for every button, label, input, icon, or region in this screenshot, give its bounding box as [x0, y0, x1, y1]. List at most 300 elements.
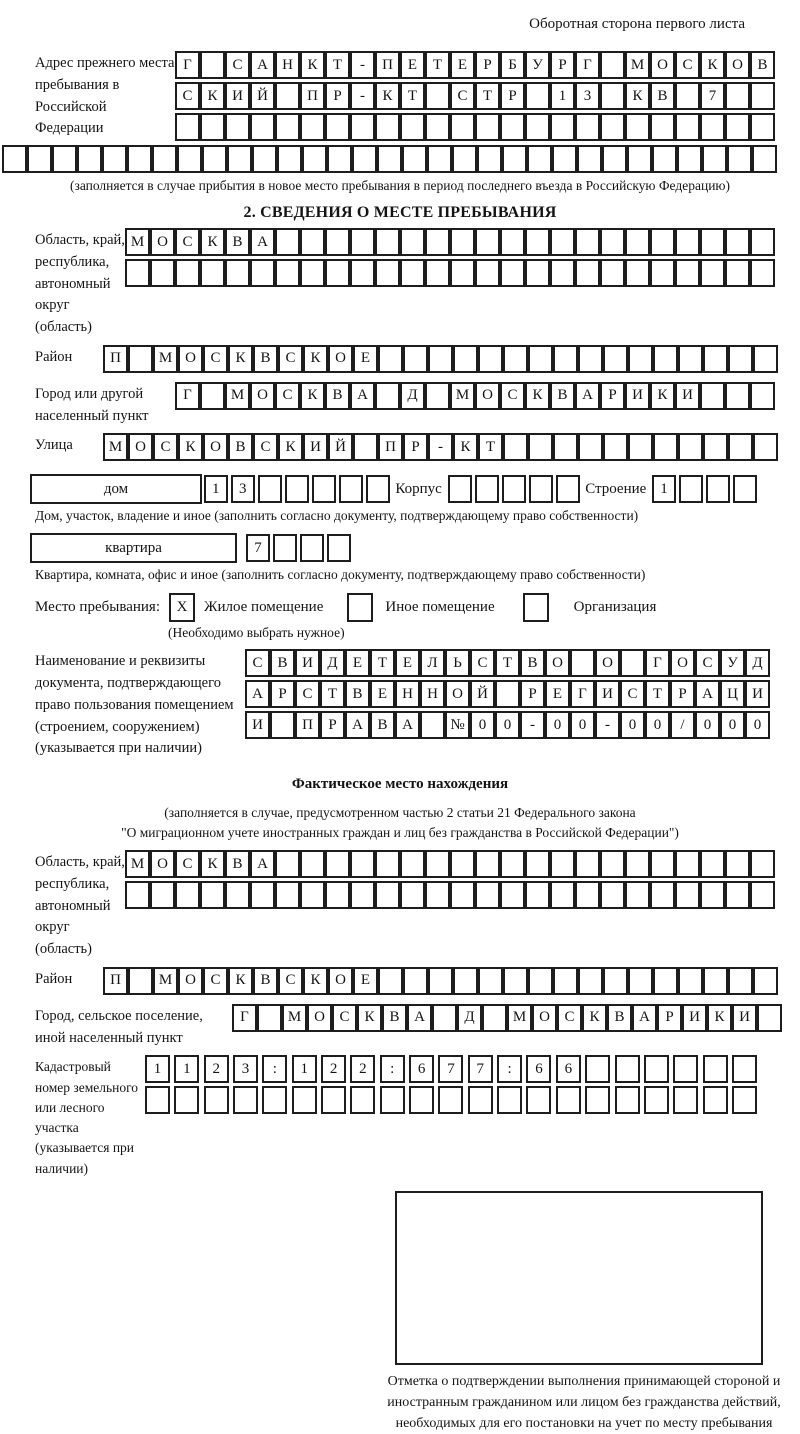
- char-cell[interactable]: [409, 1086, 434, 1114]
- char-cell[interactable]: [325, 228, 350, 256]
- char-cell[interactable]: [321, 1086, 346, 1114]
- char-cell[interactable]: [52, 145, 77, 173]
- char-cell[interactable]: [644, 1055, 669, 1083]
- char-cell[interactable]: С: [620, 680, 645, 708]
- char-cell[interactable]: Г: [575, 51, 600, 79]
- char-cell[interactable]: В: [325, 382, 350, 410]
- char-cell[interactable]: О: [178, 967, 203, 995]
- char-cell[interactable]: [700, 881, 725, 909]
- char-cell[interactable]: [204, 1086, 229, 1114]
- char-cell[interactable]: [250, 259, 275, 287]
- char-cell[interactable]: [678, 433, 703, 461]
- char-cell[interactable]: [553, 345, 578, 373]
- char-cell[interactable]: Ц: [720, 680, 745, 708]
- char-cell[interactable]: К: [453, 433, 478, 461]
- char-cell[interactable]: [725, 382, 750, 410]
- char-cell[interactable]: [750, 259, 775, 287]
- char-cell[interactable]: [375, 382, 400, 410]
- char-cell[interactable]: №: [445, 711, 470, 739]
- char-cell[interactable]: [400, 881, 425, 909]
- char-cell[interactable]: [753, 345, 778, 373]
- char-cell[interactable]: Й: [250, 82, 275, 110]
- char-cell[interactable]: [550, 850, 575, 878]
- char-cell[interactable]: [403, 345, 428, 373]
- char-cell[interactable]: [275, 881, 300, 909]
- char-cell[interactable]: О: [150, 228, 175, 256]
- char-cell[interactable]: [233, 1086, 258, 1114]
- char-cell[interactable]: 2: [321, 1055, 346, 1083]
- char-cell[interactable]: С: [500, 382, 525, 410]
- char-cell[interactable]: Е: [353, 345, 378, 373]
- char-cell[interactable]: О: [178, 345, 203, 373]
- char-cell[interactable]: П: [295, 711, 320, 739]
- char-cell[interactable]: [427, 145, 452, 173]
- char-cell[interactable]: К: [303, 967, 328, 995]
- char-cell[interactable]: [450, 113, 475, 141]
- char-cell[interactable]: А: [345, 711, 370, 739]
- char-cell[interactable]: [145, 1086, 170, 1114]
- char-cell[interactable]: [353, 433, 378, 461]
- apartment-box-label[interactable]: квартира: [30, 533, 237, 563]
- char-cell[interactable]: 7: [246, 534, 270, 562]
- char-cell[interactable]: К: [582, 1004, 607, 1032]
- char-cell[interactable]: О: [328, 967, 353, 995]
- char-cell[interactable]: Т: [400, 82, 425, 110]
- char-cell[interactable]: С: [557, 1004, 582, 1032]
- char-cell[interactable]: С: [278, 345, 303, 373]
- char-cell[interactable]: Г: [232, 1004, 257, 1032]
- char-cell[interactable]: А: [250, 228, 275, 256]
- char-cell[interactable]: Е: [345, 649, 370, 677]
- char-cell[interactable]: [200, 259, 225, 287]
- char-cell[interactable]: В: [550, 382, 575, 410]
- char-cell[interactable]: Т: [325, 51, 350, 79]
- char-cell[interactable]: В: [225, 850, 250, 878]
- char-cell[interactable]: 0: [720, 711, 745, 739]
- char-cell[interactable]: [653, 345, 678, 373]
- char-cell[interactable]: В: [650, 82, 675, 110]
- char-cell[interactable]: [673, 1055, 698, 1083]
- char-cell[interactable]: [578, 967, 603, 995]
- char-cell[interactable]: [653, 967, 678, 995]
- char-cell[interactable]: [628, 345, 653, 373]
- char-cell[interactable]: [2, 145, 27, 173]
- char-cell[interactable]: [477, 145, 502, 173]
- char-cell[interactable]: [275, 259, 300, 287]
- char-cell[interactable]: [750, 82, 775, 110]
- char-cell[interactable]: [600, 51, 625, 79]
- char-cell[interactable]: [400, 850, 425, 878]
- char-cell[interactable]: [125, 881, 150, 909]
- char-cell[interactable]: [327, 534, 351, 562]
- char-cell[interactable]: [300, 259, 325, 287]
- checkbox-zhiloe[interactable]: X: [169, 593, 195, 622]
- char-cell[interactable]: 6: [556, 1055, 581, 1083]
- char-cell[interactable]: 0: [645, 711, 670, 739]
- char-cell[interactable]: С: [450, 82, 475, 110]
- char-cell[interactable]: У: [525, 51, 550, 79]
- char-cell[interactable]: [475, 228, 500, 256]
- char-cell[interactable]: [275, 228, 300, 256]
- char-cell[interactable]: [733, 475, 757, 503]
- char-cell[interactable]: [502, 475, 526, 503]
- char-cell[interactable]: В: [345, 680, 370, 708]
- char-cell[interactable]: Р: [520, 680, 545, 708]
- char-cell[interactable]: [750, 881, 775, 909]
- char-cell[interactable]: Е: [395, 649, 420, 677]
- char-cell[interactable]: [300, 228, 325, 256]
- char-cell[interactable]: [375, 259, 400, 287]
- char-cell[interactable]: [550, 259, 575, 287]
- char-cell[interactable]: М: [153, 345, 178, 373]
- char-cell[interactable]: [300, 534, 324, 562]
- char-cell[interactable]: :: [380, 1055, 405, 1083]
- char-cell[interactable]: М: [103, 433, 128, 461]
- char-cell[interactable]: А: [632, 1004, 657, 1032]
- char-cell[interactable]: [627, 145, 652, 173]
- char-cell[interactable]: 2: [204, 1055, 229, 1083]
- char-cell[interactable]: [402, 145, 427, 173]
- char-cell[interactable]: [528, 433, 553, 461]
- char-cell[interactable]: /: [670, 711, 695, 739]
- char-cell[interactable]: Е: [450, 51, 475, 79]
- char-cell[interactable]: [650, 881, 675, 909]
- char-cell[interactable]: [352, 145, 377, 173]
- char-cell[interactable]: [529, 475, 553, 503]
- char-cell[interactable]: А: [395, 711, 420, 739]
- char-cell[interactable]: М: [125, 228, 150, 256]
- char-cell[interactable]: 1: [550, 82, 575, 110]
- char-cell[interactable]: [673, 1086, 698, 1114]
- char-cell[interactable]: [428, 967, 453, 995]
- char-cell[interactable]: [200, 113, 225, 141]
- char-cell[interactable]: Н: [420, 680, 445, 708]
- char-cell[interactable]: [202, 145, 227, 173]
- char-cell[interactable]: [525, 113, 550, 141]
- char-cell[interactable]: Т: [645, 680, 670, 708]
- char-cell[interactable]: [453, 967, 478, 995]
- char-cell[interactable]: К: [650, 382, 675, 410]
- char-cell[interactable]: Т: [475, 82, 500, 110]
- char-cell[interactable]: [653, 433, 678, 461]
- char-cell[interactable]: Б: [500, 51, 525, 79]
- char-cell[interactable]: [525, 259, 550, 287]
- char-cell[interactable]: С: [470, 649, 495, 677]
- char-cell[interactable]: [570, 649, 595, 677]
- char-cell[interactable]: П: [300, 82, 325, 110]
- char-cell[interactable]: [450, 881, 475, 909]
- char-cell[interactable]: В: [607, 1004, 632, 1032]
- char-cell[interactable]: Т: [478, 433, 503, 461]
- char-cell[interactable]: А: [695, 680, 720, 708]
- char-cell[interactable]: [225, 881, 250, 909]
- char-cell[interactable]: [757, 1004, 782, 1032]
- char-cell[interactable]: Е: [545, 680, 570, 708]
- char-cell[interactable]: Т: [425, 51, 450, 79]
- char-cell[interactable]: [650, 259, 675, 287]
- char-cell[interactable]: 0: [745, 711, 770, 739]
- char-cell[interactable]: [273, 534, 297, 562]
- char-cell[interactable]: М: [507, 1004, 532, 1032]
- char-cell[interactable]: В: [228, 433, 253, 461]
- char-cell[interactable]: [600, 82, 625, 110]
- char-cell[interactable]: [500, 113, 525, 141]
- char-cell[interactable]: В: [253, 967, 278, 995]
- char-cell[interactable]: [553, 967, 578, 995]
- char-cell[interactable]: [625, 881, 650, 909]
- char-cell[interactable]: :: [497, 1055, 522, 1083]
- char-cell[interactable]: [600, 850, 625, 878]
- char-cell[interactable]: 0: [470, 711, 495, 739]
- char-cell[interactable]: [150, 259, 175, 287]
- char-cell[interactable]: [750, 113, 775, 141]
- char-cell[interactable]: 1: [652, 475, 676, 503]
- char-cell[interactable]: [625, 113, 650, 141]
- char-cell[interactable]: [600, 881, 625, 909]
- char-cell[interactable]: [175, 259, 200, 287]
- char-cell[interactable]: [425, 881, 450, 909]
- char-cell[interactable]: 3: [233, 1055, 258, 1083]
- char-cell[interactable]: [174, 1086, 199, 1114]
- char-cell[interactable]: 0: [545, 711, 570, 739]
- char-cell[interactable]: В: [370, 711, 395, 739]
- char-cell[interactable]: [678, 967, 703, 995]
- char-cell[interactable]: К: [178, 433, 203, 461]
- char-cell[interactable]: [175, 113, 200, 141]
- char-cell[interactable]: [703, 433, 728, 461]
- char-cell[interactable]: 1: [174, 1055, 199, 1083]
- char-cell[interactable]: [600, 228, 625, 256]
- char-cell[interactable]: К: [228, 967, 253, 995]
- char-cell[interactable]: О: [595, 649, 620, 677]
- char-cell[interactable]: С: [245, 649, 270, 677]
- char-cell[interactable]: [275, 82, 300, 110]
- char-cell[interactable]: [703, 1086, 728, 1114]
- char-cell[interactable]: [585, 1086, 610, 1114]
- char-cell[interactable]: [702, 145, 727, 173]
- char-cell[interactable]: [400, 259, 425, 287]
- char-cell[interactable]: [300, 850, 325, 878]
- char-cell[interactable]: [200, 881, 225, 909]
- char-cell[interactable]: -: [520, 711, 545, 739]
- char-cell[interactable]: [725, 259, 750, 287]
- char-cell[interactable]: К: [707, 1004, 732, 1032]
- char-cell[interactable]: [575, 850, 600, 878]
- char-cell[interactable]: [448, 475, 472, 503]
- char-cell[interactable]: [302, 145, 327, 173]
- char-cell[interactable]: 7: [438, 1055, 463, 1083]
- char-cell[interactable]: Л: [420, 649, 445, 677]
- char-cell[interactable]: [615, 1086, 640, 1114]
- char-cell[interactable]: [475, 113, 500, 141]
- char-cell[interactable]: А: [250, 51, 275, 79]
- char-cell[interactable]: [475, 850, 500, 878]
- char-cell[interactable]: [700, 113, 725, 141]
- char-cell[interactable]: И: [745, 680, 770, 708]
- char-cell[interactable]: [425, 382, 450, 410]
- char-cell[interactable]: [556, 1086, 581, 1114]
- char-cell[interactable]: [602, 145, 627, 173]
- char-cell[interactable]: [250, 881, 275, 909]
- char-cell[interactable]: 0: [695, 711, 720, 739]
- char-cell[interactable]: -: [350, 51, 375, 79]
- char-cell[interactable]: С: [175, 82, 200, 110]
- char-cell[interactable]: О: [307, 1004, 332, 1032]
- char-cell[interactable]: [725, 82, 750, 110]
- char-cell[interactable]: А: [350, 382, 375, 410]
- char-cell[interactable]: 7: [700, 82, 725, 110]
- char-cell[interactable]: [325, 113, 350, 141]
- char-cell[interactable]: [475, 475, 499, 503]
- char-cell[interactable]: [650, 228, 675, 256]
- char-cell[interactable]: 1: [292, 1055, 317, 1083]
- char-cell[interactable]: [706, 475, 730, 503]
- char-cell[interactable]: В: [270, 649, 295, 677]
- char-cell[interactable]: [453, 345, 478, 373]
- char-cell[interactable]: [128, 345, 153, 373]
- char-cell[interactable]: [578, 433, 603, 461]
- char-cell[interactable]: [325, 850, 350, 878]
- char-cell[interactable]: [478, 345, 503, 373]
- char-cell[interactable]: [700, 259, 725, 287]
- char-cell[interactable]: [677, 145, 702, 173]
- char-cell[interactable]: И: [675, 382, 700, 410]
- char-cell[interactable]: [258, 475, 282, 503]
- char-cell[interactable]: [475, 881, 500, 909]
- char-cell[interactable]: К: [300, 51, 325, 79]
- char-cell[interactable]: С: [175, 850, 200, 878]
- char-cell[interactable]: [339, 475, 363, 503]
- char-cell[interactable]: Д: [320, 649, 345, 677]
- char-cell[interactable]: [700, 382, 725, 410]
- char-cell[interactable]: [526, 1086, 551, 1114]
- char-cell[interactable]: [725, 228, 750, 256]
- char-cell[interactable]: [377, 145, 402, 173]
- char-cell[interactable]: [500, 259, 525, 287]
- char-cell[interactable]: К: [525, 382, 550, 410]
- char-cell[interactable]: А: [245, 680, 270, 708]
- char-cell[interactable]: -: [350, 82, 375, 110]
- char-cell[interactable]: А: [575, 382, 600, 410]
- char-cell[interactable]: [503, 967, 528, 995]
- char-cell[interactable]: Р: [600, 382, 625, 410]
- char-cell[interactable]: А: [407, 1004, 432, 1032]
- char-cell[interactable]: [752, 145, 777, 173]
- char-cell[interactable]: [556, 475, 580, 503]
- char-cell[interactable]: [732, 1086, 757, 1114]
- char-cell[interactable]: [350, 113, 375, 141]
- char-cell[interactable]: К: [278, 433, 303, 461]
- char-cell[interactable]: К: [200, 850, 225, 878]
- char-cell[interactable]: [550, 881, 575, 909]
- char-cell[interactable]: [366, 475, 390, 503]
- char-cell[interactable]: С: [203, 967, 228, 995]
- char-cell[interactable]: Г: [175, 382, 200, 410]
- char-cell[interactable]: [500, 881, 525, 909]
- char-cell[interactable]: [675, 113, 700, 141]
- char-cell[interactable]: [327, 145, 352, 173]
- char-cell[interactable]: Ь: [445, 649, 470, 677]
- char-cell[interactable]: [200, 51, 225, 79]
- char-cell[interactable]: [600, 259, 625, 287]
- char-cell[interactable]: [750, 228, 775, 256]
- char-cell[interactable]: [125, 259, 150, 287]
- char-cell[interactable]: П: [375, 51, 400, 79]
- char-cell[interactable]: [628, 967, 653, 995]
- char-cell[interactable]: О: [150, 850, 175, 878]
- char-cell[interactable]: [420, 711, 445, 739]
- char-cell[interactable]: [603, 433, 628, 461]
- char-cell[interactable]: [725, 881, 750, 909]
- char-cell[interactable]: [128, 967, 153, 995]
- char-cell[interactable]: И: [225, 82, 250, 110]
- char-cell[interactable]: У: [720, 649, 745, 677]
- char-cell[interactable]: [600, 113, 625, 141]
- char-cell[interactable]: [728, 433, 753, 461]
- char-cell[interactable]: [725, 850, 750, 878]
- char-cell[interactable]: [292, 1086, 317, 1114]
- char-cell[interactable]: 1: [204, 475, 228, 503]
- char-cell[interactable]: [578, 345, 603, 373]
- char-cell[interactable]: Р: [670, 680, 695, 708]
- char-cell[interactable]: [378, 967, 403, 995]
- char-cell[interactable]: М: [153, 967, 178, 995]
- char-cell[interactable]: С: [253, 433, 278, 461]
- char-cell[interactable]: Д: [457, 1004, 482, 1032]
- char-cell[interactable]: [250, 113, 275, 141]
- house-box-label[interactable]: дом: [30, 474, 202, 504]
- char-cell[interactable]: В: [520, 649, 545, 677]
- char-cell[interactable]: [625, 228, 650, 256]
- char-cell[interactable]: И: [295, 649, 320, 677]
- char-cell[interactable]: И: [682, 1004, 707, 1032]
- char-cell[interactable]: И: [303, 433, 328, 461]
- char-cell[interactable]: [502, 145, 527, 173]
- char-cell[interactable]: [325, 259, 350, 287]
- char-cell[interactable]: [152, 145, 177, 173]
- char-cell[interactable]: [615, 1055, 640, 1083]
- char-cell[interactable]: [375, 228, 400, 256]
- char-cell[interactable]: [675, 850, 700, 878]
- char-cell[interactable]: С: [175, 228, 200, 256]
- char-cell[interactable]: [325, 881, 350, 909]
- char-cell[interactable]: П: [103, 967, 128, 995]
- char-cell[interactable]: [270, 711, 295, 739]
- char-cell[interactable]: С: [278, 967, 303, 995]
- char-cell[interactable]: 3: [231, 475, 255, 503]
- char-cell[interactable]: [438, 1086, 463, 1114]
- char-cell[interactable]: С: [695, 649, 720, 677]
- char-cell[interactable]: М: [282, 1004, 307, 1032]
- char-cell[interactable]: Е: [353, 967, 378, 995]
- char-cell[interactable]: Р: [403, 433, 428, 461]
- char-cell[interactable]: [675, 259, 700, 287]
- char-cell[interactable]: И: [732, 1004, 757, 1032]
- char-cell[interactable]: [575, 259, 600, 287]
- char-cell[interactable]: О: [532, 1004, 557, 1032]
- char-cell[interactable]: О: [250, 382, 275, 410]
- char-cell[interactable]: Г: [645, 649, 670, 677]
- char-cell[interactable]: [450, 228, 475, 256]
- char-cell[interactable]: [703, 967, 728, 995]
- char-cell[interactable]: -: [595, 711, 620, 739]
- char-cell[interactable]: Т: [320, 680, 345, 708]
- char-cell[interactable]: К: [625, 82, 650, 110]
- char-cell[interactable]: [675, 82, 700, 110]
- char-cell[interactable]: [700, 850, 725, 878]
- char-cell[interactable]: К: [228, 345, 253, 373]
- char-cell[interactable]: К: [303, 345, 328, 373]
